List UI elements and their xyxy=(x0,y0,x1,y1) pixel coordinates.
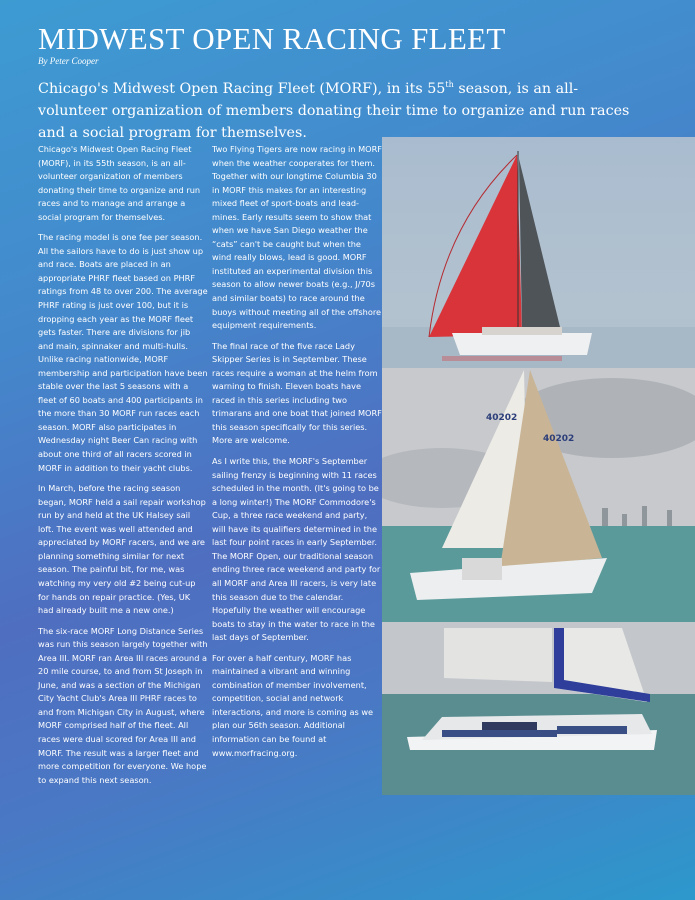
deck-text: Chicago's Midwest Open Racing Fleet (MORF), in its 55 xyxy=(38,80,446,97)
deck-sup: th xyxy=(445,80,454,89)
paragraph: As I write this, the MORF's September sailing frenzy is beginning with 11 races scheduled in the month. (It's going to be a long winter!) The MORF Commodore's Cup, a three race weekend and party, will have its qualifiers determined in the last four point races in early September. The MORF Open, our traditional season ending three race weekend and party for all MORF and Area III racers, is very late this season due to the calendar. Hopefully the weather will encourage boats to stay in the water to race in the last days of September. xyxy=(212,456,381,643)
deck xyxy=(38,74,638,144)
paragraph: For over a half century, MORF has maintained a vibrant and winning combination of member involvement, competition, social and network interactions, and more is coming as we plan our 56th season. Additional information can be found at www.morfracing.org. xyxy=(212,652,374,758)
photo-red-spinnaker xyxy=(382,137,695,368)
photo-catamaran xyxy=(382,622,695,795)
photo-column xyxy=(382,137,695,795)
photo-boat-40202 xyxy=(382,368,695,622)
article-column-1 xyxy=(38,143,208,794)
paragraph: The final race of the five race Lady Skipper Series is in September. These races require a woman at the helm from warning to finish. Eleven boats have raced in this series including two trimarans and one boat that joined MORF this season specifically for this series. More are welcome. xyxy=(212,340,382,446)
byline: By Peter Cooper xyxy=(38,56,99,66)
paragraph: Two Flying Tigers are now racing in MORF when the weather cooperates for them. Together with our longtime Columbia 30 in MORF this makes for an interesting mixed fleet of sport-boats and lead-mines. Early results seem to show that when we have San Diego weather the “cats” can't be caught but when the wind really blows, lead is good. MORF instituted an experimental division this season to allow newer boats (e.g., J/70s and similar boats) to race around the buoys without meeting all of the offshore equipment requirements. xyxy=(212,144,382,331)
article-column-2 xyxy=(212,143,382,767)
paragraph: The racing model is one fee per season. All the sailors have to do is just show up and race. Boats are placed in an appropriate PHRF fleet based on PHRF ratings from 48 to over 200. The average PHRF rating is just over 100, but it is dropping each year as the MORF fleet gets faster. There are divisions for jib and main, spinnaker and multi-hulls. Unlike racing nationwide, MORF membership and participation have been stable over the last 5 seasons with a fleet of 60 boats and 400 participants in the more than 30 MORF run races each season. MORF also participates in Wednesday night Beer Can racing with about one third of all racers scored in MORF in addition to their yacht clubs. xyxy=(38,232,208,473)
paragraph: In March, before the racing season began, MORF held a sail repair workshop run by and held at the UK Halsey sail loft. The event was well attended and appreciated by MORF racers, and we are planning something similar for next season. The painful bit, for me, was watching my very old #2 being cut-up for hands on repair practice. (Yes, UK had already built me a new one.) xyxy=(38,483,206,616)
svg-text:40202: 40202 xyxy=(543,434,575,444)
paragraph: Chicago's Midwest Open Racing Fleet (MORF), in its 55th season, is an all-volunteer organization of members donating their time to organize and run races and to manage and arrange a social program for themselves. xyxy=(38,144,201,222)
paragraph: The six-race MORF Long Distance Series was run this season largely together with Area III. MORF ran Area III races around a 20 mile course, to and from St Joseph in June, and was a section of the Michigan City Yacht Club's Area III PHRF races to and from Michigan City in August, where MORF comprised half of the fleet. All races were dual scored for Area III and MORF. The result was a larger fleet and more competition for everyone. We hope to expand this next season. xyxy=(38,625,208,785)
svg-text:40202: 40202 xyxy=(486,413,518,423)
deck-text-2: season, is an all-volunteer organization of members donating their time to organize and run races and a social program for themselves. xyxy=(38,80,630,141)
article-title: MIDWEST OPEN RACING FLEET xyxy=(38,21,506,56)
